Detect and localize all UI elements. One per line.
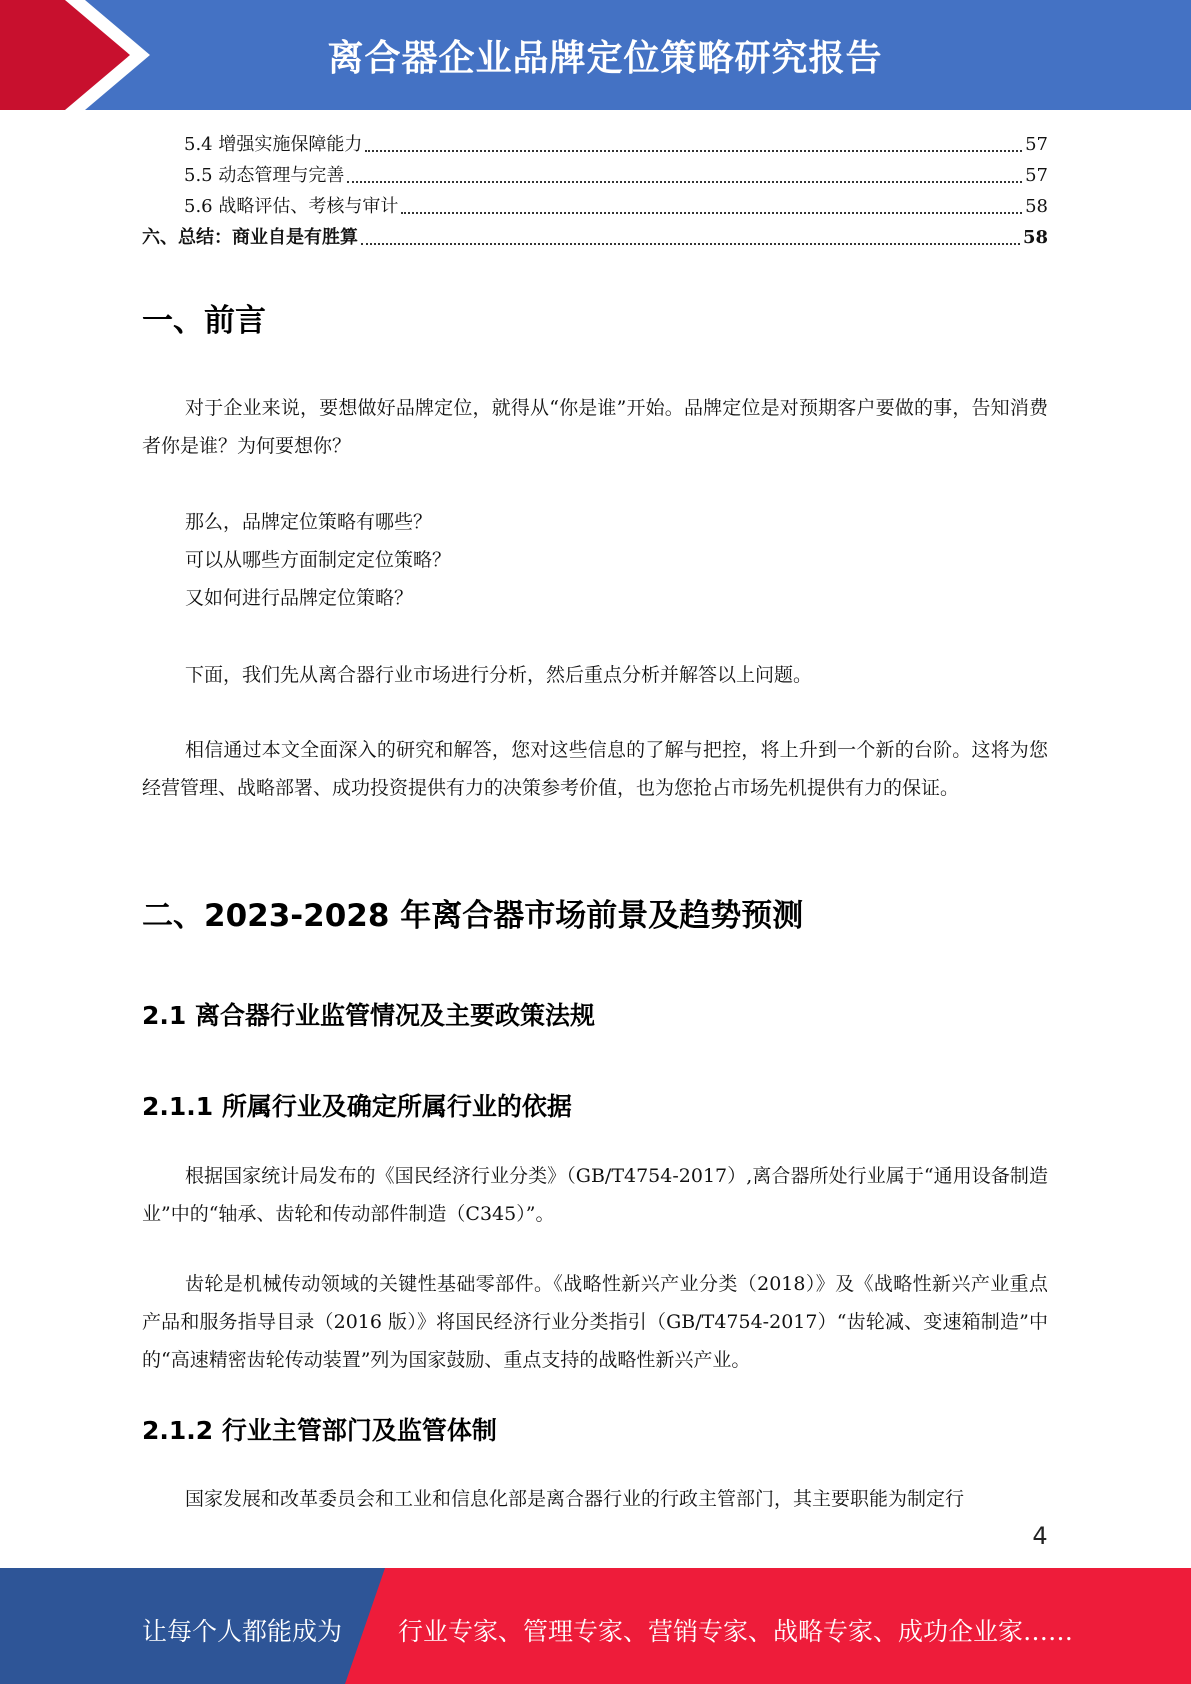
toc-entry-page: 57 xyxy=(1025,134,1048,155)
toc-entry[interactable] xyxy=(142,128,1048,159)
footer-slogan-right: 行业专家、管理专家、营销专家、战略专家、成功企业家…… xyxy=(398,1617,1074,1646)
toc-entry-label: 5.5 动态管理与完善 xyxy=(184,165,345,186)
toc-entry-label: 5.4 增强实施保障能力 xyxy=(184,134,363,155)
toc-leader-dots xyxy=(347,181,1022,183)
toc-entry[interactable] xyxy=(142,190,1048,221)
table-of-contents xyxy=(142,128,1048,252)
page-number: 4 xyxy=(1032,1522,1048,1550)
paragraph: 相信通过本文全面深入的研究和解答，您对这些信息的了解与把控，将上升到一个新的台阶。这将为您经营管理、战略部署、成功投资提供有力的决策参考价值，也为您抢占市场先机提供有力的保证。 xyxy=(142,739,1048,799)
toc-entry-page: 58 xyxy=(1025,196,1048,217)
paragraph: 下面，我们先从离合器行业市场进行分析，然后重点分析并解答以上问题。 xyxy=(185,664,813,686)
toc-entry-page: 57 xyxy=(1025,165,1048,186)
subsection-heading: 2.1 离合器行业监管情况及主要政策法规 xyxy=(142,1001,595,1030)
toc-entry[interactable] xyxy=(142,221,1048,252)
toc-entry-page: 58 xyxy=(1022,227,1048,248)
report-title: 离合器企业品牌定位策略研究报告 xyxy=(327,38,883,79)
section-heading: 一、前言 xyxy=(142,303,266,339)
toc-entry[interactable] xyxy=(142,159,1048,190)
toc-leader-dots xyxy=(365,150,1022,152)
subsection-heading: 2.1.1 所属行业及确定所属行业的依据 xyxy=(142,1092,572,1121)
toc-entry-label: 5.6 战略评估、考核与审计 xyxy=(184,196,399,217)
paragraph: 国家发展和改革委员会和工业和信息化部是离合器行业的行政主管部门，其主要职能为制定行 xyxy=(185,1488,965,1510)
question-line: 可以从哪些方面制定定位策略？ xyxy=(185,549,452,571)
toc-entry-label: 六、总结：商业自是有胜算 xyxy=(142,227,358,248)
paragraph: 根据国家统计局发布的《国民经济行业分类》（GB/T4754-2017）,离合器所处行业属于“通用设备制造业”中的“轴承、齿轮和传动部件制造（C345）”。 xyxy=(142,1165,1048,1225)
paragraph: 齿轮是机械传动领域的关键性基础零部件。《战略性新兴产业分类（2018）》及《战略性新兴产业重点产品和服务指导目录（2016 版）》将国民经济行业分类指引（GB/T4754-2017）“齿轮减、变速箱制造”中的“高速精密齿轮传动装置”列为国家鼓励、重点支持的战略性新兴产业。 xyxy=(142,1273,1048,1371)
question-line: 那么，品牌定位策略有哪些？ xyxy=(185,511,433,533)
subsection-heading: 2.1.2 行业主管部门及监管体制 xyxy=(142,1416,497,1445)
paragraph: 对于企业来说，要想做好品牌定位，就得从“你是谁”开始。品牌定位是对预期客户要做的事，告知消费者你是谁？为何要想你？ xyxy=(142,397,1048,457)
section-heading: 二、2023-2028 年离合器市场前景及趋势预测 xyxy=(142,898,804,934)
page-footer xyxy=(0,1568,1191,1684)
question-line: 又如何进行品牌定位策略？ xyxy=(185,587,414,609)
toc-leader-dots xyxy=(361,243,1020,245)
page-header xyxy=(0,0,1191,110)
toc-leader-dots xyxy=(401,212,1022,214)
footer-slogan-left: 让每个人都能成为 xyxy=(142,1617,343,1646)
